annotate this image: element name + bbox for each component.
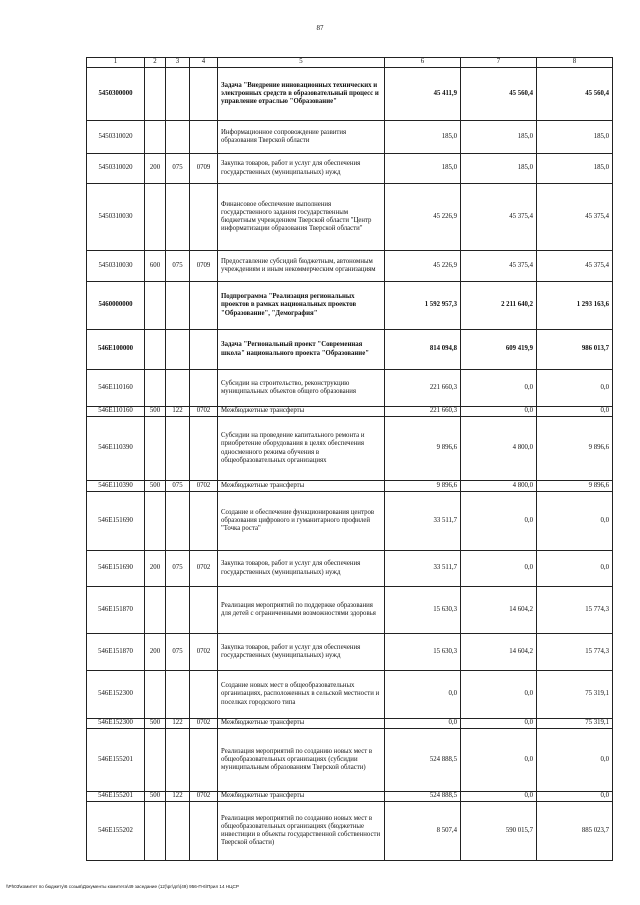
code-cell: 5460000000 xyxy=(87,282,145,330)
value-cell-6: 33 511,7 xyxy=(385,551,461,587)
value-cell-8: 15 774,3 xyxy=(537,634,613,671)
value-cell-8: 45 375,4 xyxy=(537,184,613,251)
value-cell-7: 14 604,2 xyxy=(461,634,537,671)
table-row xyxy=(87,587,613,634)
c3-cell: 075 xyxy=(166,154,190,184)
c2-cell: 500 xyxy=(145,719,166,729)
c2-cell xyxy=(145,330,166,370)
value-cell-8: 0,0 xyxy=(537,729,613,792)
value-cell-7: 0,0 xyxy=(461,729,537,792)
c4-cell xyxy=(190,417,218,481)
name-cell: Подпрограмма "Реализация региональных проектов в рамках национальных проектов "Образование", "Демография" xyxy=(218,282,385,330)
c2-cell xyxy=(145,121,166,154)
value-cell-6: 1 592 957,3 xyxy=(385,282,461,330)
name-cell: Финансовое обеспечение выполнения государственного задания государственным бюджетным учреждением Тверской области "Центр информатизации образования Тверской области" xyxy=(218,184,385,251)
c3-cell xyxy=(166,492,190,551)
table-row xyxy=(87,330,613,370)
value-cell-8: 45 560,4 xyxy=(537,68,613,121)
value-cell-7: 45 375,4 xyxy=(461,251,537,282)
c2-cell xyxy=(145,370,166,407)
value-cell-6: 524 888,5 xyxy=(385,792,461,802)
value-cell-6: 0,0 xyxy=(385,671,461,719)
c4-cell: 0702 xyxy=(190,792,218,802)
c4-cell xyxy=(190,184,218,251)
code-cell: 546E110160 xyxy=(87,370,145,407)
value-cell-8: 986 013,7 xyxy=(537,330,613,370)
value-cell-8: 9 896,6 xyxy=(537,481,613,492)
c4-cell xyxy=(190,330,218,370)
value-cell-6: 15 630,3 xyxy=(385,634,461,671)
c2-cell xyxy=(145,587,166,634)
c3-cell: 122 xyxy=(166,719,190,729)
value-cell-7: 14 604,2 xyxy=(461,587,537,634)
value-cell-7: 2 211 640,2 xyxy=(461,282,537,330)
value-cell-8: 0,0 xyxy=(537,792,613,802)
value-cell-8: 0,0 xyxy=(537,407,613,417)
table-body xyxy=(87,68,613,861)
value-cell-8: 15 774,3 xyxy=(537,587,613,634)
name-cell: Информационное сопровождение развития образования Тверской области xyxy=(218,121,385,154)
value-cell-8: 75 319,1 xyxy=(537,719,613,729)
code-cell: 5450310030 xyxy=(87,184,145,251)
code-cell: 546E151870 xyxy=(87,634,145,671)
name-cell: Межбюджетные трансферты xyxy=(218,719,385,729)
c3-cell xyxy=(166,184,190,251)
column-header: 8 xyxy=(537,58,613,68)
c4-cell xyxy=(190,492,218,551)
value-cell-8: 885 023,7 xyxy=(537,802,613,861)
table-row xyxy=(87,671,613,719)
c4-cell xyxy=(190,671,218,719)
name-cell: Субсидии на проведение капитального ремонта и приобретение оборудования в целях обеспечения односменного режима обучения в общеобразовательных организациях xyxy=(218,417,385,481)
code-cell: 546E151870 xyxy=(87,587,145,634)
c2-cell: 500 xyxy=(145,792,166,802)
name-cell: Межбюджетные трансферты xyxy=(218,481,385,492)
value-cell-6: 221 660,3 xyxy=(385,370,461,407)
table-row xyxy=(87,370,613,407)
c2-cell xyxy=(145,671,166,719)
c4-cell xyxy=(190,370,218,407)
c3-cell xyxy=(166,68,190,121)
value-cell-7: 4 800,0 xyxy=(461,481,537,492)
value-cell-8: 0,0 xyxy=(537,492,613,551)
name-cell: Задача "Внедрение инновационных технических и электронных средств в образовательный процесс и управление отраслью "Образование" xyxy=(218,68,385,121)
c2-cell xyxy=(145,68,166,121)
table-row xyxy=(87,492,613,551)
column-header: 3 xyxy=(166,58,190,68)
table-row xyxy=(87,68,613,121)
value-cell-8: 9 896,6 xyxy=(537,417,613,481)
c3-cell xyxy=(166,121,190,154)
value-cell-6: 185,0 xyxy=(385,154,461,184)
c2-cell xyxy=(145,282,166,330)
page-number: 87 xyxy=(316,24,324,32)
column-header: 7 xyxy=(461,58,537,68)
c2-cell: 200 xyxy=(145,154,166,184)
c3-cell xyxy=(166,417,190,481)
value-cell-6: 524 888,5 xyxy=(385,729,461,792)
code-cell: 546E151690 xyxy=(87,492,145,551)
value-cell-6: 814 094,8 xyxy=(385,330,461,370)
name-cell: Субсидии на строительство, реконструкцию муниципальных объектов общего образования xyxy=(218,370,385,407)
value-cell-7: 185,0 xyxy=(461,121,537,154)
table-row xyxy=(87,282,613,330)
code-cell: 5450300000 xyxy=(87,68,145,121)
c4-cell xyxy=(190,587,218,634)
table-row xyxy=(87,154,613,184)
c2-cell: 500 xyxy=(145,407,166,417)
value-cell-7: 0,0 xyxy=(461,407,537,417)
value-cell-7: 0,0 xyxy=(461,492,537,551)
c2-cell: 200 xyxy=(145,634,166,671)
name-cell: Реализация мероприятий по созданию новых мест в общеобразовательных организациях (бюджетные инвестиции в объекты государственной собственности Тверской области) xyxy=(218,802,385,861)
name-cell: Реализация мероприятий по созданию новых мест в общеобразовательных организациях (субсидии муниципальным образованиям Тверской области) xyxy=(218,729,385,792)
c3-cell xyxy=(166,330,190,370)
c3-cell xyxy=(166,587,190,634)
c4-cell xyxy=(190,729,218,792)
footer-file-path: \\Ph03\комитет по бюджету\6 созыв\Документы комитета\49 заседание (12)\рг\дп\(49) 956-П-6\Прил 14 НЦСР xyxy=(6,884,239,889)
value-cell-8: 75 319,1 xyxy=(537,671,613,719)
value-cell-6: 0,0 xyxy=(385,719,461,729)
c4-cell: 0709 xyxy=(190,154,218,184)
name-cell: Закупка товаров, работ и услуг для обеспечения государственных (муниципальных) нужд xyxy=(218,154,385,184)
code-cell: 546E110390 xyxy=(87,481,145,492)
c4-cell xyxy=(190,121,218,154)
c3-cell xyxy=(166,729,190,792)
code-cell: 546E151690 xyxy=(87,551,145,587)
code-cell: 546E155202 xyxy=(87,802,145,861)
value-cell-8: 0,0 xyxy=(537,551,613,587)
c3-cell: 122 xyxy=(166,407,190,417)
value-cell-7: 0,0 xyxy=(461,719,537,729)
c4-cell: 0709 xyxy=(190,251,218,282)
table-row xyxy=(87,551,613,587)
value-cell-7: 590 015,7 xyxy=(461,802,537,861)
c2-cell xyxy=(145,492,166,551)
c3-cell xyxy=(166,671,190,719)
value-cell-6: 9 896,6 xyxy=(385,417,461,481)
name-cell: Предоставление субсидий бюджетным, автономным учреждениям и иным некоммерческим организациям xyxy=(218,251,385,282)
c3-cell: 075 xyxy=(166,551,190,587)
table-row xyxy=(87,634,613,671)
name-cell: Межбюджетные трансферты xyxy=(218,407,385,417)
name-cell: Закупка товаров, работ и услуг для обеспечения государственных (муниципальных) нужд xyxy=(218,551,385,587)
value-cell-6: 221 660,3 xyxy=(385,407,461,417)
value-cell-6: 45 411,9 xyxy=(385,68,461,121)
code-cell: 546E152300 xyxy=(87,671,145,719)
table-row xyxy=(87,729,613,792)
code-cell: 546E100000 xyxy=(87,330,145,370)
c2-cell xyxy=(145,417,166,481)
name-cell: Создание и обеспечение функционирования центров образования цифрового и гуманитарного профилей "Точка роста" xyxy=(218,492,385,551)
column-header: 2 xyxy=(145,58,166,68)
value-cell-7: 0,0 xyxy=(461,792,537,802)
value-cell-7: 0,0 xyxy=(461,671,537,719)
column-header: 4 xyxy=(190,58,218,68)
value-cell-8: 45 375,4 xyxy=(537,251,613,282)
column-number-row xyxy=(87,58,613,68)
c2-cell: 500 xyxy=(145,481,166,492)
table-row xyxy=(87,417,613,481)
table-row xyxy=(87,121,613,154)
column-header: 6 xyxy=(385,58,461,68)
name-cell: Межбюджетные трансферты xyxy=(218,792,385,802)
value-cell-6: 185,0 xyxy=(385,121,461,154)
name-cell: Реализация мероприятий по поддержке образования для детей с ограниченными возможностями здоровья xyxy=(218,587,385,634)
column-header: 1 xyxy=(87,58,145,68)
value-cell-6: 45 226,9 xyxy=(385,184,461,251)
name-cell: Задача "Региональный проект "Современная школа" национального проекта "Образование" xyxy=(218,330,385,370)
c3-cell: 075 xyxy=(166,481,190,492)
c2-cell: 200 xyxy=(145,551,166,587)
c3-cell xyxy=(166,802,190,861)
value-cell-7: 0,0 xyxy=(461,551,537,587)
code-cell: 5450310020 xyxy=(87,154,145,184)
table-row xyxy=(87,792,613,802)
c4-cell: 0702 xyxy=(190,634,218,671)
c3-cell: 122 xyxy=(166,792,190,802)
c3-cell xyxy=(166,282,190,330)
table-row xyxy=(87,251,613,282)
value-cell-7: 609 419,9 xyxy=(461,330,537,370)
value-cell-8: 185,0 xyxy=(537,121,613,154)
code-cell: 546E155201 xyxy=(87,792,145,802)
value-cell-7: 4 800,0 xyxy=(461,417,537,481)
c4-cell: 0702 xyxy=(190,719,218,729)
c2-cell: 600 xyxy=(145,251,166,282)
value-cell-7: 185,0 xyxy=(461,154,537,184)
c2-cell xyxy=(145,184,166,251)
c4-cell: 0702 xyxy=(190,551,218,587)
value-cell-6: 45 226,9 xyxy=(385,251,461,282)
c4-cell xyxy=(190,802,218,861)
value-cell-7: 45 560,4 xyxy=(461,68,537,121)
table-row xyxy=(87,407,613,417)
code-cell: 5450310030 xyxy=(87,251,145,282)
name-cell: Создание новых мест в общеобразовательных организациях, расположенных в сельской местности и поселках городского типа xyxy=(218,671,385,719)
value-cell-6: 33 511,7 xyxy=(385,492,461,551)
table-row xyxy=(87,802,613,861)
value-cell-7: 45 375,4 xyxy=(461,184,537,251)
c4-cell xyxy=(190,282,218,330)
table-row xyxy=(87,184,613,251)
value-cell-6: 9 896,6 xyxy=(385,481,461,492)
value-cell-6: 8 507,4 xyxy=(385,802,461,861)
name-cell: Закупка товаров, работ и услуг для обеспечения государственных (муниципальных) нужд xyxy=(218,634,385,671)
code-cell: 5450310020 xyxy=(87,121,145,154)
value-cell-6: 15 630,3 xyxy=(385,587,461,634)
c4-cell: 0702 xyxy=(190,481,218,492)
column-header: 5 xyxy=(218,58,385,68)
value-cell-8: 185,0 xyxy=(537,154,613,184)
value-cell-8: 0,0 xyxy=(537,370,613,407)
code-cell: 546E155201 xyxy=(87,729,145,792)
budget-table xyxy=(86,57,613,861)
value-cell-8: 1 293 163,6 xyxy=(537,282,613,330)
code-cell: 546E152300 xyxy=(87,719,145,729)
c4-cell: 0702 xyxy=(190,407,218,417)
table-row xyxy=(87,719,613,729)
c2-cell xyxy=(145,802,166,861)
c2-cell xyxy=(145,729,166,792)
c3-cell: 075 xyxy=(166,634,190,671)
c3-cell xyxy=(166,370,190,407)
c3-cell: 075 xyxy=(166,251,190,282)
c4-cell xyxy=(190,68,218,121)
value-cell-7: 0,0 xyxy=(461,370,537,407)
code-cell: 546E110160 xyxy=(87,407,145,417)
code-cell: 546E110390 xyxy=(87,417,145,481)
table-row xyxy=(87,481,613,492)
